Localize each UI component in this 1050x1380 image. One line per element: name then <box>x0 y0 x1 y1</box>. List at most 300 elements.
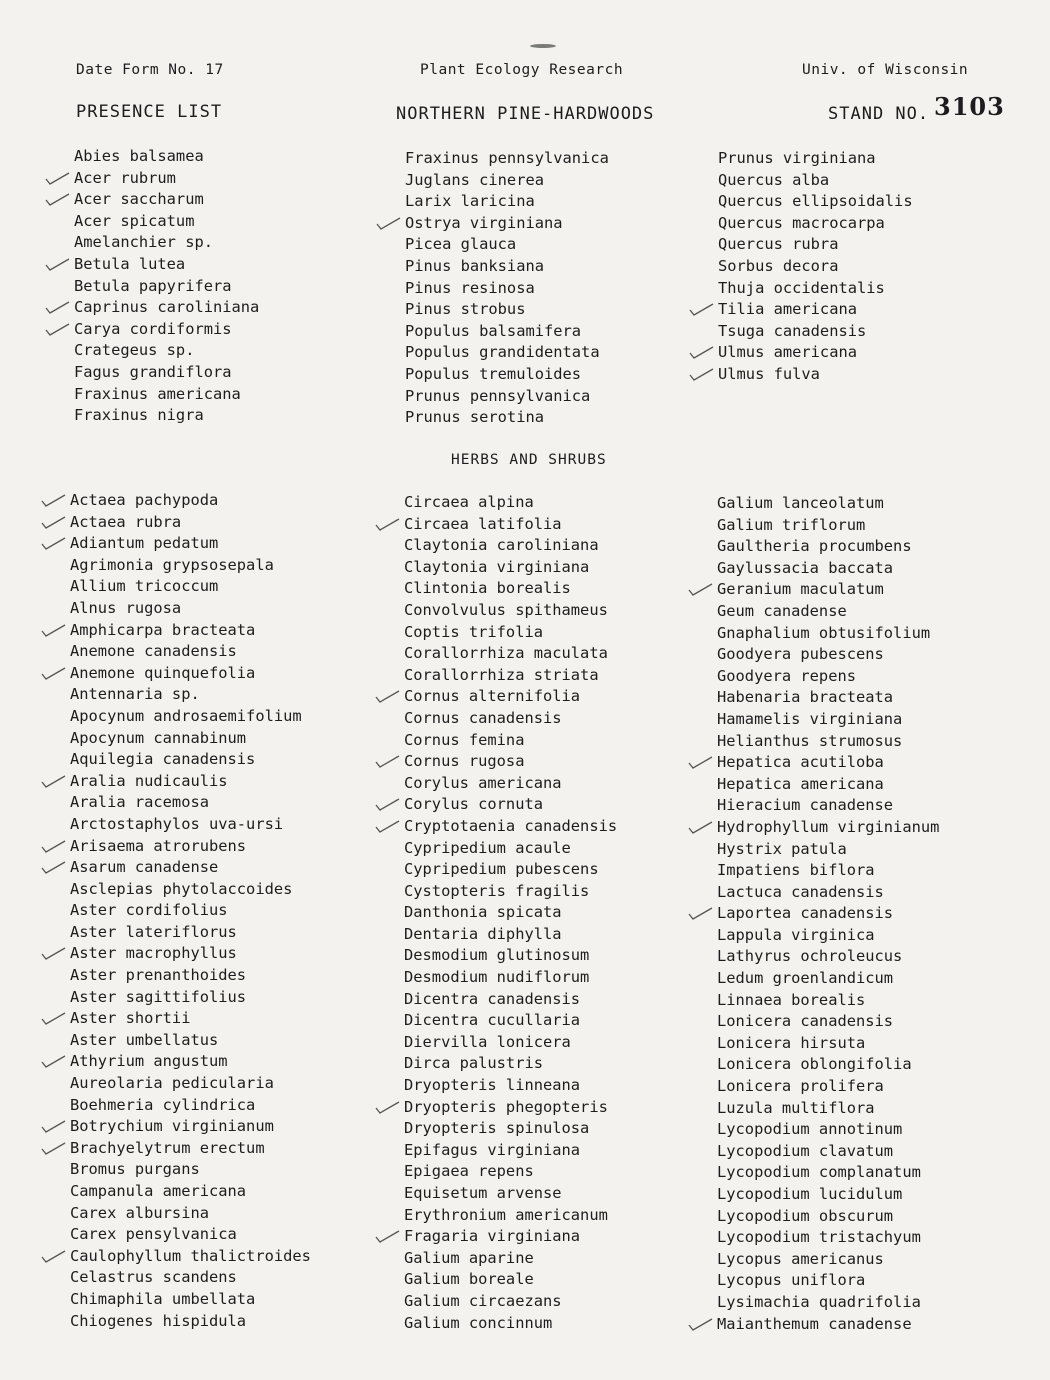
species-item <box>70 1203 311 1225</box>
species-item <box>717 1011 939 1033</box>
species-item <box>70 1311 311 1333</box>
species-item <box>718 342 913 364</box>
species-item <box>717 666 939 688</box>
species-item <box>405 213 609 235</box>
species-item <box>717 1033 939 1055</box>
species-name: Ulmus fulva <box>718 364 820 383</box>
species-name: Antennaria sp. <box>70 685 200 704</box>
check-mark-icon <box>372 791 402 815</box>
check-mark-icon <box>372 813 402 837</box>
species-item <box>717 1314 939 1336</box>
species-name: Lycopodium annotinum <box>717 1120 903 1139</box>
species-item <box>70 1181 311 1203</box>
check-mark-icon <box>38 617 68 641</box>
species-item <box>70 1073 311 1095</box>
species-name: Prunus pennsylvanica <box>405 386 591 405</box>
species-item <box>70 814 311 836</box>
species-name: Fraxinus nigra <box>74 406 204 425</box>
species-item <box>405 278 609 300</box>
species-name: Gnaphalium obtusifolium <box>717 623 931 642</box>
species-name: Amphicarpa bracteata <box>70 620 256 639</box>
species-item <box>404 1097 617 1119</box>
species-name: Ostrya virginiana <box>405 213 563 232</box>
species-name: Populus balsamifera <box>405 321 582 340</box>
species-item <box>718 278 913 300</box>
species-name: Apocynum cannabinum <box>70 728 247 747</box>
species-name: Actaea pachypoda <box>70 491 219 509</box>
species-item <box>717 1206 939 1228</box>
species-name: Dryopteris phegopteris <box>404 1097 608 1116</box>
species-item <box>70 1224 311 1246</box>
species-name: Arctostaphylos uva-ursi <box>70 814 284 833</box>
species-item <box>717 1098 939 1120</box>
species-name: Dicentra cucullaria <box>404 1011 581 1030</box>
species-name: Goodyera repens <box>717 666 856 685</box>
species-item <box>717 1249 939 1271</box>
species-name: Aster shortii <box>70 1009 191 1028</box>
species-name: Fraxinus americana <box>74 384 241 403</box>
check-mark-icon <box>38 1113 68 1137</box>
species-name: Allium tricoccum <box>70 577 219 596</box>
species-item <box>404 838 617 860</box>
species-item <box>405 148 609 170</box>
check-mark-icon <box>686 339 716 363</box>
species-item <box>404 665 617 687</box>
check-mark-icon <box>42 294 72 318</box>
species-item <box>70 771 311 793</box>
species-item <box>717 946 939 968</box>
species-item <box>70 706 311 728</box>
species-item <box>717 709 939 731</box>
institution-name: Univ. of Wisconsin <box>802 62 969 78</box>
species-name: Quercus alba <box>718 170 830 189</box>
species-item <box>74 319 259 341</box>
species-item <box>405 407 609 429</box>
species-item <box>404 557 617 579</box>
species-item <box>70 1116 311 1138</box>
species-item <box>717 623 939 645</box>
species-name: Galium triflorum <box>717 515 866 534</box>
species-item <box>70 512 311 534</box>
species-name: Lycopus americanus <box>717 1249 884 1268</box>
check-mark-icon <box>372 683 402 707</box>
species-name: Galium boreale <box>404 1270 534 1289</box>
species-name: Lonicera hirsuta <box>717 1033 866 1052</box>
species-item <box>70 836 311 858</box>
species-name: Laportea canadensis <box>717 904 894 923</box>
species-name: Anemone canadensis <box>70 642 237 661</box>
species-item <box>70 684 311 706</box>
species-name: Carya cordiformis <box>74 319 232 338</box>
species-name: Cornus canadensis <box>404 708 562 727</box>
species-item <box>404 794 617 816</box>
species-item <box>404 1032 617 1054</box>
species-name: Erythronium americanum <box>404 1205 608 1224</box>
species-name: Chiogenes hispidula <box>70 1311 247 1330</box>
species-item <box>74 211 259 233</box>
species-name: Aster cordifolius <box>70 901 228 920</box>
species-item <box>70 576 311 598</box>
species-name: Ledum groenlandicum <box>717 969 894 988</box>
species-item <box>405 299 609 321</box>
species-item <box>74 254 259 276</box>
trees-column-2 <box>405 148 609 429</box>
species-item <box>717 925 939 947</box>
herbs-column-2 <box>404 492 617 1334</box>
species-item <box>70 598 311 620</box>
species-item <box>70 943 311 965</box>
species-item <box>70 555 311 577</box>
species-name: Boehmeria cylindrica <box>70 1095 256 1114</box>
species-name: Aquilegia canadensis <box>70 750 256 769</box>
check-mark-icon <box>685 900 715 924</box>
species-item <box>717 1162 939 1184</box>
species-item <box>70 1289 311 1311</box>
species-name: Betula papyrifera <box>74 276 232 295</box>
check-mark-icon <box>38 487 68 511</box>
species-name: Fraxinus pennsylvanica <box>405 149 609 167</box>
species-name: Aster macrophyllus <box>70 944 237 963</box>
species-name: Convolvulus spithameus <box>404 600 608 619</box>
check-mark-icon <box>38 660 68 684</box>
species-item <box>404 881 617 903</box>
species-name: Cypripedium pubescens <box>404 860 599 879</box>
species-item <box>405 342 609 364</box>
species-item <box>70 922 311 944</box>
check-mark-icon <box>685 749 715 773</box>
check-mark-icon <box>42 186 72 210</box>
species-item <box>70 749 311 771</box>
species-item <box>718 364 913 386</box>
species-name: Acer saccharum <box>74 190 204 209</box>
species-item <box>74 276 259 298</box>
species-item <box>70 663 311 685</box>
species-name: Linnaea borealis <box>717 990 866 1009</box>
species-name: Prunus serotina <box>405 408 544 427</box>
species-name: Botrychium virginianum <box>70 1117 274 1136</box>
check-mark-icon <box>42 251 72 275</box>
check-mark-icon <box>38 854 68 878</box>
species-name: Coptis trifolia <box>404 622 543 641</box>
species-item <box>70 1095 311 1117</box>
species-name: Dentaria diphylla <box>404 924 562 943</box>
species-item <box>70 533 311 555</box>
check-mark-icon <box>373 210 403 234</box>
species-item <box>717 968 939 990</box>
species-item <box>404 708 617 730</box>
species-name: Habenaria bracteata <box>717 688 894 707</box>
species-item <box>718 234 913 256</box>
program-name: Plant Ecology Research <box>420 62 624 78</box>
stand-label: STAND NO. <box>828 104 930 124</box>
species-name: Populus grandidentata <box>405 343 600 362</box>
species-item <box>404 1248 617 1270</box>
species-item <box>405 191 609 213</box>
species-name: Alnus rugosa <box>70 598 182 617</box>
species-item <box>70 1267 311 1289</box>
check-mark-icon <box>686 296 716 320</box>
species-item <box>74 297 259 319</box>
species-name: Lycopodium lucidulum <box>717 1185 903 1203</box>
species-name: Adiantum pedatum <box>70 534 219 553</box>
species-item <box>404 578 617 600</box>
species-item <box>717 774 939 796</box>
species-name: Corylus cornuta <box>404 795 543 814</box>
species-name: Asarum canadense <box>70 858 219 877</box>
species-item <box>74 362 259 384</box>
species-item <box>404 686 617 708</box>
species-name: Hydrophyllum virginianum <box>717 817 940 836</box>
species-name: Dirca palustris <box>404 1054 543 1073</box>
species-name: Corallorrhiza striata <box>404 665 599 684</box>
species-item <box>74 405 259 427</box>
species-item <box>404 643 617 665</box>
species-item <box>718 170 913 192</box>
species-item <box>70 965 311 987</box>
species-name: Galium aparine <box>404 1248 534 1267</box>
species-name: Pinus banksiana <box>405 256 544 275</box>
species-name: Maianthemum canadense <box>717 1314 912 1333</box>
species-item <box>717 795 939 817</box>
species-name: Actaea rubra <box>70 512 182 531</box>
species-name: Aster sagittifolius <box>70 987 247 1006</box>
species-name: Dryopteris linneana <box>404 1076 581 1095</box>
herbs-shrubs-title: HERBS AND SHRUBS <box>451 452 607 468</box>
species-name: Arisaema atrorubens <box>70 836 247 855</box>
species-item <box>717 558 939 580</box>
species-name: Campanula americana <box>70 1182 247 1200</box>
species-item <box>717 579 939 601</box>
check-mark-icon <box>38 833 68 857</box>
check-mark-icon <box>38 940 68 964</box>
species-name: Carex pensylvanica <box>70 1225 237 1244</box>
species-item <box>717 1227 939 1249</box>
species-name: Juglans cinerea <box>405 170 544 189</box>
species-item <box>74 232 259 254</box>
species-item <box>404 1269 617 1291</box>
species-name: Betula lutea <box>74 254 186 273</box>
species-name: Pinus strobus <box>405 300 526 319</box>
species-item <box>717 515 939 537</box>
species-item <box>718 148 913 170</box>
species-name: Clintonia borealis <box>404 579 571 598</box>
trees-column-3 <box>718 148 913 386</box>
species-item <box>717 1054 939 1076</box>
species-name: Lactuca canadensis <box>717 882 884 901</box>
species-item <box>404 1205 617 1227</box>
species-item <box>717 601 939 623</box>
species-name: Equisetum arvense <box>404 1184 562 1202</box>
species-name: Celastrus scandens <box>70 1268 237 1287</box>
species-item <box>404 902 617 924</box>
species-name: Aureolaria pedicularia <box>70 1074 274 1093</box>
species-name: Fragaria virginiana <box>404 1227 581 1246</box>
species-item <box>717 1184 939 1206</box>
species-name: Geranium maculatum <box>717 580 884 599</box>
check-mark-icon <box>38 509 68 533</box>
species-name: Galium circaezans <box>404 1291 562 1310</box>
species-item <box>70 1138 311 1160</box>
species-item <box>404 1118 617 1140</box>
stand-number-stamp: 3103 <box>934 92 1005 121</box>
species-item <box>404 1140 617 1162</box>
species-name: Picea glauca <box>405 235 517 254</box>
species-name: Circaea alpina <box>404 493 534 511</box>
species-name: Caulophyllum thalictroides <box>70 1246 311 1265</box>
check-mark-icon <box>372 511 402 535</box>
species-name: Brachyelytrum erectum <box>70 1138 265 1157</box>
species-name: Goodyera pubescens <box>717 645 884 664</box>
species-item <box>70 792 311 814</box>
species-name: Epifagus virginiana <box>404 1140 581 1159</box>
species-name: Desmodium glutinosum <box>404 946 590 965</box>
species-name: Lysimachia quadrifolia <box>717 1292 921 1311</box>
species-name: Fagus grandiflora <box>74 362 232 381</box>
species-item <box>717 752 939 774</box>
species-name: Aster lateriflorus <box>70 922 237 941</box>
species-item <box>70 900 311 922</box>
species-name: Lycopodium clavatum <box>717 1141 894 1160</box>
trees-column-1 <box>74 146 259 427</box>
species-name: Dicentra canadensis <box>404 989 581 1008</box>
check-mark-icon <box>372 1094 402 1118</box>
species-name: Hepatica americana <box>717 774 884 793</box>
species-item <box>70 1051 311 1073</box>
check-mark-icon <box>38 1243 68 1267</box>
species-name: Caprinus caroliniana <box>74 298 260 317</box>
species-item <box>404 1226 617 1248</box>
species-name: Apocynum androsaemifolium <box>70 706 302 725</box>
species-name: Cystopteris fragilis <box>404 881 590 900</box>
species-item <box>404 492 617 514</box>
species-item <box>70 490 311 512</box>
species-item <box>404 1313 617 1335</box>
species-item <box>404 989 617 1011</box>
species-name: Cryptotaenia canadensis <box>404 816 618 835</box>
form-number: Date Form No. 17 <box>76 62 224 78</box>
species-item <box>70 620 311 642</box>
species-item <box>405 386 609 408</box>
species-name: Tsuga canadensis <box>718 321 867 340</box>
species-item <box>404 1291 617 1313</box>
species-name: Gaultheria procumbens <box>717 537 912 556</box>
species-item <box>404 1075 617 1097</box>
species-item <box>74 168 259 190</box>
species-item <box>405 364 609 386</box>
species-name: Chimaphila umbellata <box>70 1289 256 1308</box>
species-name: Gaylussacia baccata <box>717 558 894 577</box>
species-item <box>404 535 617 557</box>
check-mark-icon <box>38 1135 68 1159</box>
species-name: Tilia americana <box>718 300 857 319</box>
species-name: Cypripedium acaule <box>404 838 571 857</box>
species-name: Lycopodium complanatum <box>717 1163 921 1182</box>
species-item <box>404 816 617 838</box>
species-name: Diervilla lonicera <box>404 1032 571 1051</box>
species-item <box>717 1076 939 1098</box>
species-item <box>717 1119 939 1141</box>
check-mark-icon <box>686 361 716 385</box>
species-item <box>74 384 259 406</box>
species-name: Galium concinnum <box>404 1313 553 1332</box>
species-item <box>70 1246 311 1268</box>
species-name: Lappula virginica <box>717 925 875 944</box>
check-mark-icon <box>685 576 715 600</box>
species-item <box>70 879 311 901</box>
species-name: Thuja occidentalis <box>718 278 885 297</box>
species-item <box>70 641 311 663</box>
species-name: Claytonia caroliniana <box>404 536 599 555</box>
species-name: Acer spicatum <box>74 211 195 230</box>
species-item <box>405 321 609 343</box>
species-name: Abies balsamea <box>74 147 204 165</box>
species-name: Aster prenanthoides <box>70 966 247 985</box>
species-name: Lycopus uniflora <box>717 1271 866 1290</box>
species-item <box>404 514 617 536</box>
species-item <box>717 493 939 515</box>
species-name: Cornus rugosa <box>404 752 525 771</box>
species-name: Hepatica acutiloba <box>717 753 884 772</box>
species-name: Cornus femina <box>404 730 525 749</box>
species-item <box>70 1030 311 1052</box>
species-name: Galium lanceolatum <box>717 494 884 512</box>
species-item <box>74 340 259 362</box>
species-name: Cornus alternifolia <box>404 687 581 706</box>
check-mark-icon <box>685 814 715 838</box>
species-item <box>70 728 311 750</box>
species-item <box>405 234 609 256</box>
species-item <box>717 1270 939 1292</box>
species-name: Luzula multiflora <box>717 1098 875 1117</box>
species-item <box>404 622 617 644</box>
species-item <box>404 751 617 773</box>
species-item <box>404 1161 617 1183</box>
species-name: Hamamelis virginiana <box>717 709 903 728</box>
species-name: Danthonia spicata <box>404 903 562 922</box>
species-name: Corylus americana <box>404 773 562 792</box>
species-name: Dryopteris spinulosa <box>404 1119 590 1138</box>
species-item <box>717 817 939 839</box>
species-item <box>717 536 939 558</box>
species-name: Lycopodium tristachyum <box>717 1228 921 1247</box>
species-name: Hieracium canadense <box>717 796 894 815</box>
species-item <box>74 146 259 168</box>
species-item <box>74 189 259 211</box>
species-item <box>718 299 913 321</box>
species-name: Circaea latifolia <box>404 514 562 533</box>
species-item <box>70 1159 311 1181</box>
check-mark-icon <box>372 748 402 772</box>
species-name: Lonicera oblongifolia <box>717 1055 912 1074</box>
species-name: Larix laricina <box>405 192 535 211</box>
species-item <box>70 1008 311 1030</box>
species-item <box>405 170 609 192</box>
species-name: Anemone quinquefolia <box>70 663 256 682</box>
species-item <box>717 731 939 753</box>
check-mark-icon <box>685 1311 715 1335</box>
species-item <box>404 1183 617 1205</box>
species-name: Corallorrhiza maculata <box>404 644 608 663</box>
species-name: Lonicera prolifera <box>717 1077 884 1096</box>
species-item <box>718 321 913 343</box>
community-title: NORTHERN PINE-HARDWOODS <box>396 104 655 124</box>
species-item <box>404 773 617 795</box>
species-name: Impatiens biflora <box>717 861 875 880</box>
species-name: Claytonia virginiana <box>404 557 590 576</box>
species-name: Prunus virginiana <box>718 149 876 167</box>
species-name: Sorbus decora <box>718 256 839 275</box>
species-name: Pinus resinosa <box>405 278 535 297</box>
